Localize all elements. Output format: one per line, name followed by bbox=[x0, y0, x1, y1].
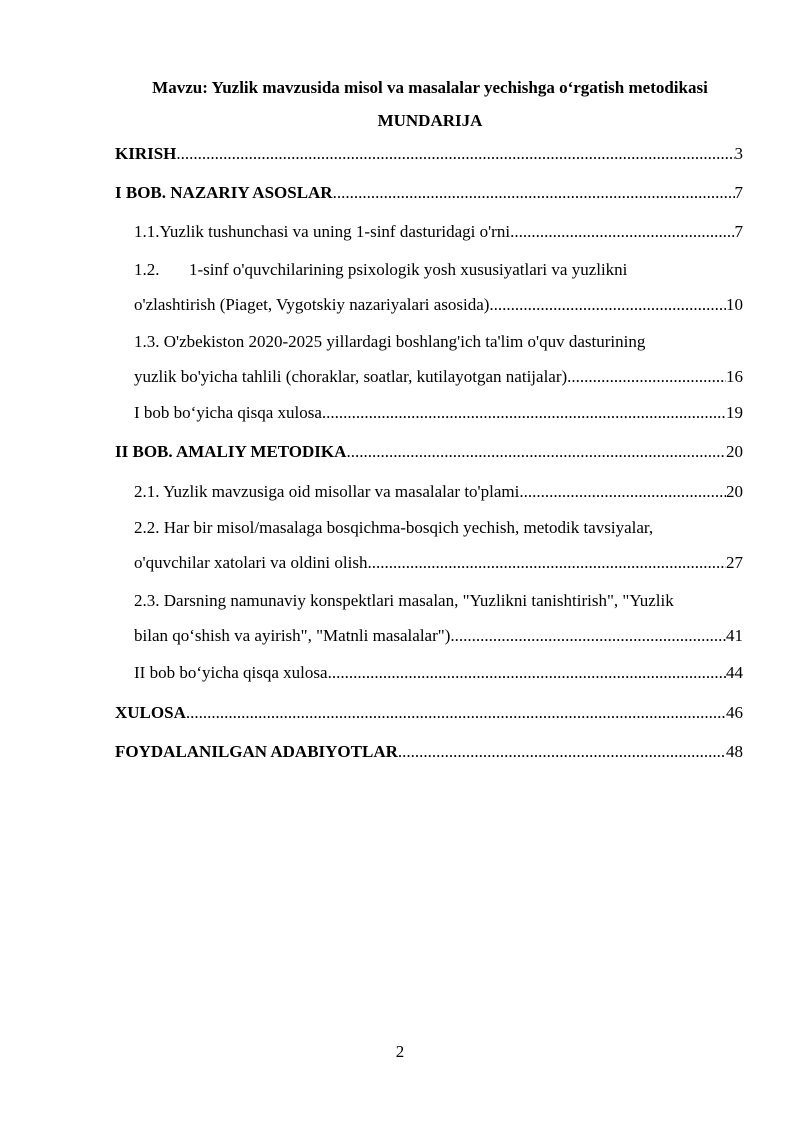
toc-entry-1-2[interactable] bbox=[134, 258, 743, 317]
toc-entry-label: I bob bo‘yicha qisqa xulosa bbox=[134, 403, 322, 422]
toc-entry-page: 3 bbox=[734, 144, 743, 163]
dot-leader bbox=[519, 480, 726, 504]
toc-entry-page: 41 bbox=[726, 626, 743, 645]
toc-entry-label-line2: bilan qo‘shish va ayirish", "Matnli masalalar") bbox=[134, 626, 451, 645]
toc-entry-label-line1: 1.3. O'zbekiston 2020-2025 yillardagi boshlang'ich ta'lim o'quv dasturining bbox=[134, 332, 646, 351]
toc-entry-label-line2: o'quvchilar xatolari va oldini olish bbox=[134, 553, 368, 572]
dot-leader bbox=[398, 740, 726, 764]
toc-entry-page: 46 bbox=[726, 703, 743, 722]
toc-entry-label-line1: 2.3. Darsning namunaviy konspektlari masalan, "Yuzlikni tanishtirish", "Yuzlik bbox=[134, 591, 674, 610]
toc-entry-kirish[interactable] bbox=[115, 142, 743, 166]
dot-leader bbox=[176, 142, 734, 166]
dot-leader bbox=[567, 365, 726, 389]
toc-entry-page: 10 bbox=[726, 295, 743, 314]
toc-entry-page: 48 bbox=[726, 742, 743, 761]
toc-entry-label: II BOB. AMALIY METODIKA bbox=[115, 442, 347, 461]
dot-leader bbox=[346, 440, 726, 464]
toc-entry-xulosa[interactable] bbox=[115, 701, 743, 725]
toc-entry-page: 16 bbox=[726, 367, 743, 386]
toc-entry-label: II bob bo‘yicha qisqa xulosa bbox=[134, 663, 328, 682]
toc-entry-page: 19 bbox=[726, 403, 743, 422]
toc-entry-label: KIRISH bbox=[115, 144, 177, 163]
toc-entry-label-line2: yuzlik bo'yicha tahlili (choraklar, soatlar, kutilayotgan natijalar) bbox=[134, 367, 568, 386]
toc-entry-number: 1.1. bbox=[134, 222, 160, 241]
toc-entry-label-line1: 1-sinf o'quvchilarining psixologik yosh xususiyatlari va yuzlikni bbox=[189, 260, 628, 279]
toc-entry-label-line2: o'zlashtirish (Piaget, Vygotskiy nazariyalari asosida) bbox=[134, 295, 490, 314]
toc-entry-number: 1.2. bbox=[134, 260, 160, 279]
dot-leader bbox=[186, 701, 726, 725]
dot-leader bbox=[367, 551, 726, 575]
toc-entry-page: 7 bbox=[734, 183, 743, 202]
toc-entry-page: 27 bbox=[726, 553, 743, 572]
toc-entry-bob1-summary[interactable] bbox=[134, 401, 743, 425]
toc-entry-1-1[interactable] bbox=[134, 220, 743, 244]
toc-entry-bob1[interactable] bbox=[115, 181, 743, 205]
toc-entry-label-line1: 2.2. Har bir misol/masalaga bosqichma-bosqich yechish, metodik tavsiyalar, bbox=[134, 518, 654, 537]
document-title: Mavzu: Yuzlik mavzusida misol va masalalar yechishga o‘rgatish metodikasi bbox=[152, 78, 708, 97]
toc-heading: MUNDARIJA bbox=[377, 111, 483, 130]
toc-entry-label: Yuzlik tushunchasi va uning 1-sinf dasturidagi o'rni bbox=[159, 222, 511, 241]
dot-leader bbox=[489, 293, 726, 317]
dot-leader bbox=[333, 181, 735, 205]
toc-entry-bob2-summary[interactable] bbox=[134, 661, 743, 685]
toc-entry-label: XULOSA bbox=[115, 703, 186, 722]
toc-entry-page: 20 bbox=[726, 482, 743, 501]
toc-entry-2-2[interactable] bbox=[134, 516, 743, 575]
toc-entry-2-3[interactable] bbox=[134, 589, 743, 648]
toc-entry-page: 7 bbox=[734, 222, 743, 241]
dot-leader bbox=[322, 401, 726, 425]
toc-entry-1-3[interactable] bbox=[134, 330, 743, 389]
dot-leader bbox=[328, 661, 726, 685]
page-number: 2 bbox=[395, 1042, 405, 1061]
toc-entry-bob2[interactable] bbox=[115, 440, 743, 464]
toc-entry-label: 2.1. Yuzlik mavzusiga oid misollar va masalalar to'plami bbox=[134, 482, 520, 501]
dot-leader bbox=[510, 220, 734, 244]
toc-entry-page: 44 bbox=[726, 663, 743, 682]
toc-entry-label: FOYDALANILGAN ADABIYOTLAR bbox=[115, 742, 398, 761]
toc-entry-adabiyotlar[interactable] bbox=[115, 740, 743, 764]
toc-entry-label: I BOB. NAZARIY ASOSLAR bbox=[115, 183, 333, 202]
toc-entry-page: 20 bbox=[726, 442, 743, 461]
toc-entry-2-1[interactable] bbox=[134, 480, 743, 504]
dot-leader bbox=[450, 624, 726, 648]
